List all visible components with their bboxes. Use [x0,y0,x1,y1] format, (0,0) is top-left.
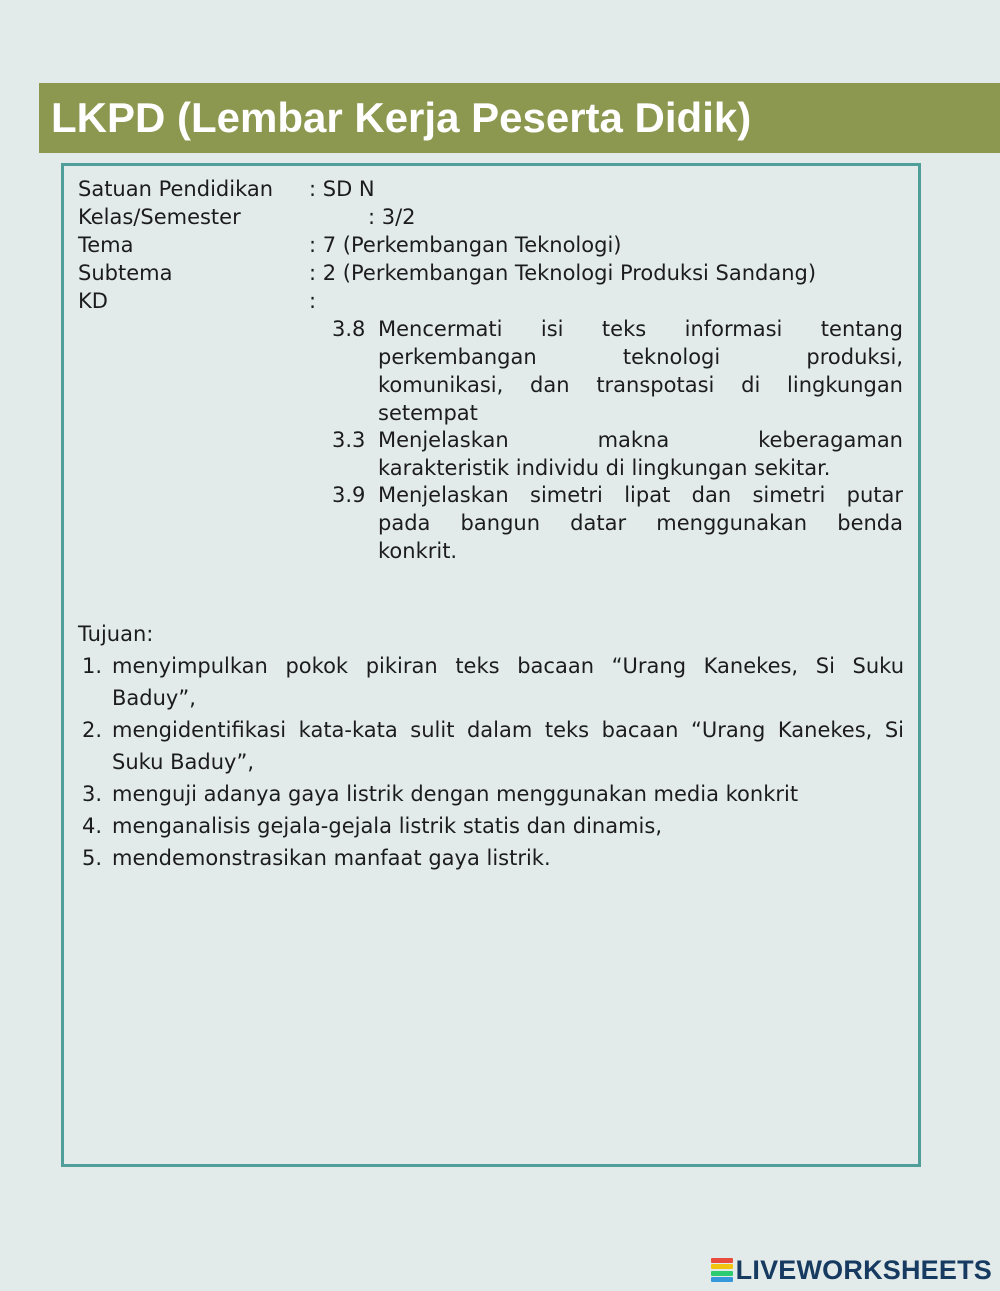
kd-line: komunikasi, dan transpotasi di lingkungan [378,373,903,397]
tujuan-heading: Tujuan: [78,622,154,646]
list-item [82,810,904,842]
title-bar [39,83,1000,153]
logo-bar-l [711,1258,733,1263]
kd-line: konkrit. [378,539,458,563]
goal-text: mendemonstrasikan manfaat gaya listrik. [112,846,551,870]
goal-text: menganalisis gejala-gejala listrik statis dan dinamis, [112,814,662,838]
info-label: Satuan Pendidikan [78,177,274,201]
info-value: : 2 (Perkembangan Teknologi Produksi Sandang) [309,261,817,285]
goal-text: menguji adanya gaya listrik dengan menggunakan media konkrit [112,782,799,806]
info-label: Subtema [78,261,173,285]
info-label: KD [78,289,108,313]
goal-text: menyimpulkan pokok pikiran teks bacaan “Urang Kanekes, Si Suku Baduy”, [112,654,904,710]
kd-number: 3.8 [332,317,366,341]
liveworksheets-logo-icon [711,1258,733,1282]
worksheet-panel [61,163,921,1167]
info-value: : 7 (Perkembangan Teknologi) [309,233,622,257]
kd-number: 3.9 [332,483,366,507]
kd-text [378,426,903,482]
logo-bar-v [711,1271,733,1276]
goal-number: 5. [82,846,103,870]
list-item [82,714,904,778]
goal-number: 2. [82,718,103,742]
kd-line: Menjelaskan simetri lipat dan simetri putar [378,483,903,507]
list-item [82,842,904,874]
kd-line: karakteristik individu di lingkungan sekitar. [378,456,831,480]
kd-line: perkembangan teknologi produksi, [378,345,903,369]
goal-number: 1. [82,654,103,678]
kd-text [378,481,903,565]
goal-list [82,650,904,874]
info-value: : [309,289,317,313]
kd-item-3-3 [332,426,903,482]
logo-bar-e [711,1277,733,1282]
kd-line: pada bangun datar menggunakan benda [378,511,903,535]
kd-line: Menjelaskan makna keberagaman [378,428,903,452]
kd-number: 3.3 [332,428,366,452]
info-label: Tema [78,233,134,257]
info-label: Kelas/Semester [78,205,241,229]
kd-line: setempat [378,401,478,425]
info-value: : 3/2 [368,205,416,229]
list-item [82,650,904,714]
goal-text: mengidentifikasi kata-kata sulit dalam teks bacaan “Urang Kanekes, Si Suku Baduy”, [112,718,904,774]
goal-number: 4. [82,814,103,838]
brand-text: LIVEWORKSHEETS [735,1254,992,1285]
kd-item-3-9 [332,481,903,565]
info-value: : SD N [309,177,375,201]
kd-item-3-8 [332,315,903,427]
list-item [82,778,904,810]
kd-text [378,315,903,427]
liveworksheets-brand[interactable] [711,1256,992,1284]
goal-number: 3. [82,782,103,806]
page-title: LKPD (Lembar Kerja Peserta Didik) [51,94,752,141]
kd-line: Mencermati isi teks informasi tentang [378,317,903,341]
logo-bar-i [711,1264,733,1269]
